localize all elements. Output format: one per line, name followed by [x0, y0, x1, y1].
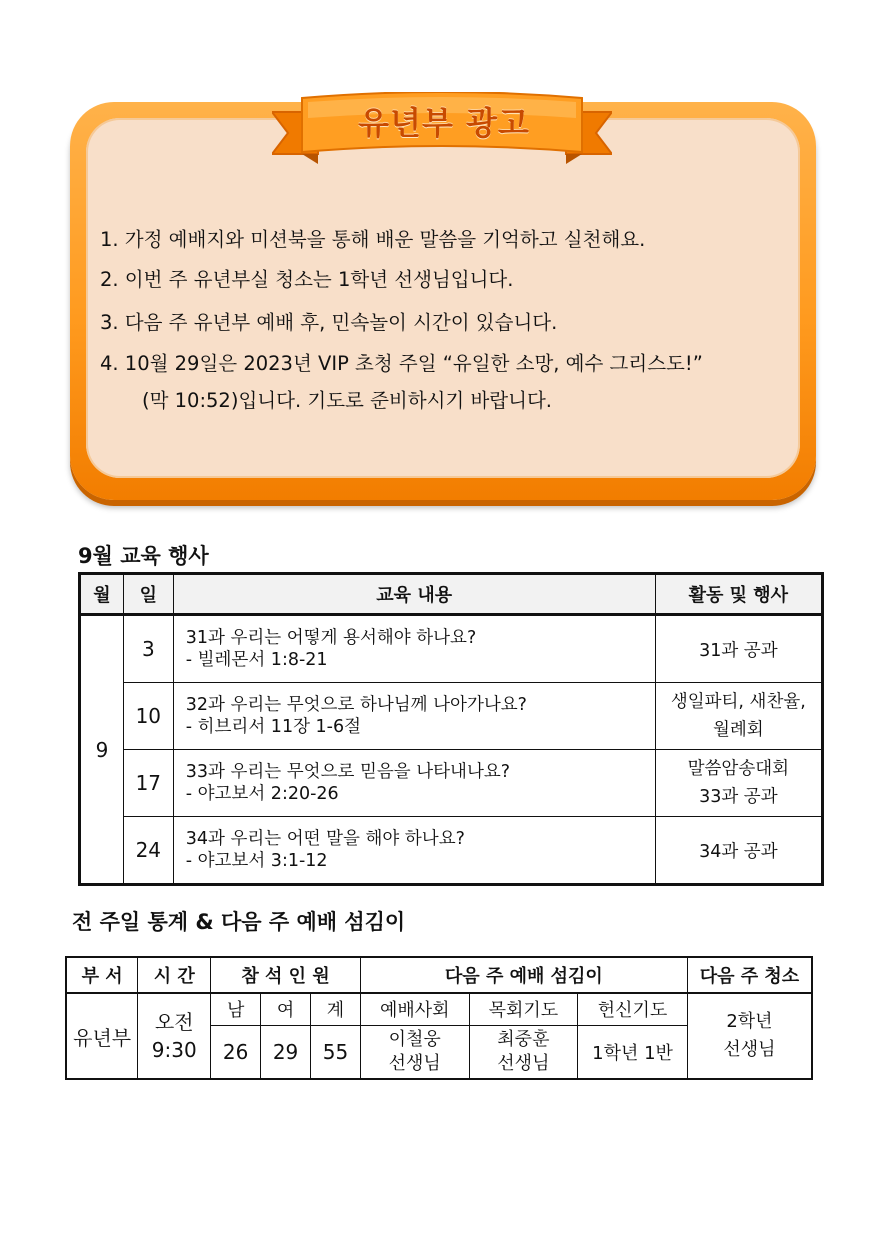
time-value: 9:30	[151, 1038, 197, 1062]
activity-line: 생일파티, 새찬율,	[670, 692, 806, 712]
sub-female: 여	[261, 993, 311, 1025]
lesson-reference: - 야고보서 2:20-26	[185, 784, 339, 804]
activity-cell	[655, 683, 822, 750]
cleaning-line: 선생님	[723, 1039, 776, 1060]
notice-item-4-continued: (막 10:52)입니다. 기도로 준비하시기 바랍니다.	[142, 389, 552, 412]
male-count: 26	[211, 1025, 261, 1079]
lesson-reference: - 빌레몬서 1:8-21	[185, 650, 328, 670]
notice-item-2: 2. 이번 주 유년부실 청소는 1학년 선생님입니다.	[100, 268, 514, 291]
day-cell: 17	[123, 750, 173, 817]
education-table	[78, 572, 824, 886]
sub-total: 계	[311, 993, 361, 1025]
activity-line: 34과 공과	[699, 841, 778, 862]
table-row	[80, 683, 823, 750]
sub-prayer: 목회기도	[469, 993, 578, 1025]
notice-item-1: 1. 가정 예배지와 미션북을 통해 배운 말씀을 기억하고 실천해요.	[100, 228, 646, 251]
announcement-title: 유년부 광고	[358, 104, 530, 142]
total-count: 55	[311, 1025, 361, 1079]
leader-cell	[360, 1025, 469, 1079]
header-month: 월	[80, 574, 124, 615]
header-dept: 부 서	[66, 957, 138, 993]
offering-cell: 1학년 1반	[578, 1025, 688, 1079]
month-cell: 9	[80, 615, 124, 885]
sub-male: 남	[211, 993, 261, 1025]
time-cell	[138, 993, 211, 1079]
header-attendance: 참 석 인 원	[211, 957, 361, 993]
lesson-title: 34과 우리는 어떤 말을 해야 하나요?	[185, 829, 465, 849]
header-content: 교육 내용	[173, 574, 655, 615]
header-servers: 다음 주 예배 섬김이	[360, 957, 687, 993]
prayer-name: 최중훈	[497, 1028, 550, 1050]
lesson-cell	[173, 750, 655, 817]
female-count: 29	[261, 1025, 311, 1079]
cleaning-line: 2학년	[726, 1011, 773, 1032]
announcement-board-inner	[86, 118, 800, 478]
notice-item-4: 4. 10월 29일은 2023년 VIP 초청 주일 “유일한 소망, 예수 그리스도!”	[100, 352, 703, 375]
sub-leader: 예배사회	[360, 993, 469, 1025]
stats-header-row	[66, 957, 812, 993]
cleaning-cell	[687, 993, 812, 1079]
lesson-cell	[173, 683, 655, 750]
activity-line: 33과 공과	[699, 787, 778, 807]
time-label: 오전	[154, 1010, 194, 1034]
header-activity: 활동 및 행사	[655, 574, 822, 615]
stats-heading: 전 주일 통계 & 다음 주 예배 섬김이	[72, 910, 406, 934]
day-cell: 10	[123, 683, 173, 750]
education-header-row	[80, 574, 823, 615]
prayer-title: 선생님	[497, 1052, 550, 1074]
lesson-title: 31과 우리는 어떻게 용서해야 하나요?	[185, 628, 477, 648]
lesson-reference: - 히브리서 11장 1-6절	[185, 717, 362, 737]
sub-offering: 헌신기도	[578, 993, 688, 1025]
prayer-cell	[469, 1025, 578, 1079]
day-cell: 3	[123, 615, 173, 683]
stats-subheader-row	[66, 993, 812, 1025]
leader-title: 선생님	[388, 1052, 441, 1074]
lesson-title: 32과 우리는 무엇으로 하나님께 나아가나요?	[185, 695, 527, 715]
activity-cell	[655, 750, 822, 817]
table-row	[80, 817, 823, 885]
lesson-cell	[173, 615, 655, 683]
header-time: 시 간	[138, 957, 211, 993]
notice-item-3: 3. 다음 주 유년부 예배 후, 민속놀이 시간이 있습니다.	[100, 311, 558, 334]
lesson-cell	[173, 817, 655, 885]
activity-line: 월례회	[712, 720, 764, 740]
lesson-title: 33과 우리는 무엇으로 믿음을 나타내나요?	[185, 762, 511, 782]
leader-name: 이철웅	[388, 1028, 441, 1050]
education-heading: 9월 교육 행사	[78, 544, 209, 568]
day-cell: 24	[123, 817, 173, 885]
table-row	[80, 615, 823, 683]
header-cleaning: 다음 주 청소	[687, 957, 812, 993]
activity-cell	[655, 615, 822, 683]
activity-line: 31과 공과	[699, 640, 778, 661]
stats-table	[65, 956, 813, 1080]
header-day: 일	[123, 574, 173, 615]
activity-line: 말씀암송대회	[687, 759, 790, 779]
dept-cell: 유년부	[66, 993, 138, 1079]
table-row	[80, 750, 823, 817]
lesson-reference: - 야고보서 3:1-12	[185, 851, 328, 871]
activity-cell	[655, 817, 822, 885]
